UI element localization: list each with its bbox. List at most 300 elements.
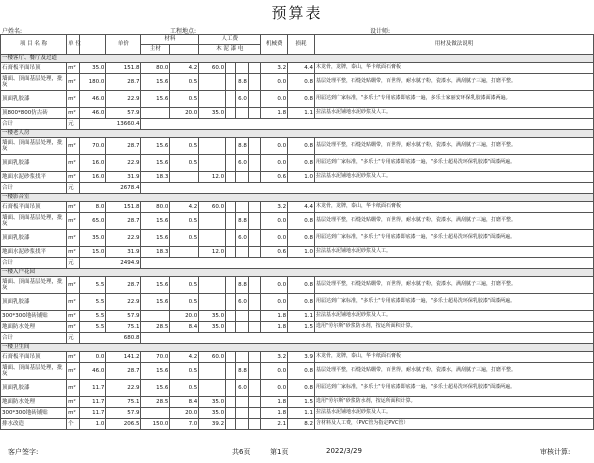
table-row	[1, 419, 594, 430]
machine-cell: 1.8	[261, 322, 288, 333]
description-cell: 拉法基水泥铺地水泥砂浆及人工。	[314, 247, 593, 258]
labor-wood-cell: 60.0	[199, 202, 226, 213]
description-cell: 选用"劳尔斯"砂浆防水剂，按运所面积计算。	[314, 322, 593, 333]
labor-mud-cell	[226, 230, 236, 247]
unit-price-cell: 28.7	[106, 363, 141, 380]
material-aux-cell: 20.0	[170, 108, 199, 119]
labor-paint-cell	[236, 63, 248, 74]
designer-label: 设计师:	[370, 28, 391, 35]
labor-mud-cell	[226, 363, 236, 380]
table-row	[1, 247, 594, 258]
machine-cell: 0.0	[261, 363, 288, 380]
col-material-aux-header	[170, 45, 199, 55]
material-aux-cell: 0.5	[170, 138, 199, 155]
unit-cell: m²	[67, 363, 79, 380]
machine-cell: 0.0	[261, 230, 288, 247]
table-row	[1, 380, 594, 397]
labor-mud-cell	[226, 311, 236, 322]
section-header-row	[1, 269, 594, 277]
material-main-cell: 18.3	[141, 247, 170, 258]
labor-wood-cell	[199, 380, 226, 397]
quantity-cell: 5.5	[79, 311, 106, 322]
labor-electric-cell	[248, 277, 260, 294]
labor-wood-cell	[199, 155, 226, 172]
material-main-cell: 18.3	[141, 172, 170, 183]
unit-price-cell: 28.7	[106, 277, 141, 294]
machine-cell: 3.2	[261, 352, 288, 363]
unit-cell: m²	[67, 352, 79, 363]
description-cell: 拉法基水泥铺地水泥砂浆及人工。	[314, 408, 593, 419]
budget-table	[0, 34, 594, 430]
labor-mud-cell	[226, 172, 236, 183]
description-cell: 基层处理平整，石缝处贴绷带，百世得，耐水腻子粉，瓷漆水，满刮腻子三遍，打磨平整。	[314, 213, 593, 230]
labor-wood-cell: 12.0	[199, 172, 226, 183]
unit-price-cell: 57.9	[106, 108, 141, 119]
material-aux-cell: 20.0	[170, 408, 199, 419]
table-row	[1, 311, 594, 322]
item-name-cell: 地面防水处理	[1, 397, 67, 408]
labor-wood-cell	[199, 294, 226, 311]
machine-cell: 1.8	[261, 408, 288, 419]
unit-cell: m²	[67, 91, 79, 108]
labor-electric-cell	[248, 213, 260, 230]
material-main-cell: 15.6	[141, 74, 170, 91]
quantity-cell: 5.5	[79, 322, 106, 333]
quantity-cell: 11.7	[79, 408, 106, 419]
machine-cell: 3.2	[261, 202, 288, 213]
loss-cell: 4.4	[288, 202, 315, 213]
material-aux-cell: 4.2	[170, 202, 199, 213]
subtotal-unit: 元	[67, 333, 79, 344]
section-title: 一楼入户花园	[1, 269, 594, 277]
description-cell: 用届达到广家标准，"多乐士"专用底漆即底漆一遍，"多乐士超易洗环保乳胶漆"面漆两遍。	[314, 230, 593, 247]
material-aux-cell: 7.0	[170, 419, 199, 430]
machine-cell: 0.0	[261, 294, 288, 311]
col-material-header: 材料	[141, 35, 199, 45]
labor-paint-cell: 6.0	[236, 155, 248, 172]
labor-paint-cell	[236, 352, 248, 363]
labor-wood-cell: 60.0	[199, 63, 226, 74]
unit-cell: m²	[67, 63, 79, 74]
project-address-label: 工程地点:	[170, 28, 197, 35]
labor-wood-cell: 39.2	[199, 419, 226, 430]
unit-cell: m²	[67, 230, 79, 247]
table-row	[1, 397, 594, 408]
loss-cell: 0.8	[288, 138, 315, 155]
loss-cell: 1.5	[288, 322, 315, 333]
col-unit-header: 单 位	[67, 35, 79, 55]
loss-cell: 0.8	[288, 155, 315, 172]
labor-electric-cell	[248, 155, 260, 172]
unit-cell: m²	[67, 155, 79, 172]
labor-paint-cell: 8.8	[236, 138, 248, 155]
quantity-cell: 180.0	[79, 74, 106, 91]
labor-paint-cell	[236, 397, 248, 408]
labor-paint-cell: 6.0	[236, 294, 248, 311]
unit-cell: m²	[67, 74, 79, 91]
unit-cell: m²	[67, 108, 79, 119]
header-row	[1, 35, 594, 45]
table-row	[1, 63, 594, 74]
col-price-header: 单价	[106, 35, 141, 55]
unit-cell: m²	[67, 380, 79, 397]
table-row	[1, 172, 594, 183]
unit-cell: m²	[67, 294, 79, 311]
quantity-cell: 35.0	[79, 63, 106, 74]
table-row	[1, 138, 594, 155]
item-name-cell: 顶面乳胶漆	[1, 294, 67, 311]
material-aux-cell	[170, 247, 199, 258]
material-main-cell: 28.5	[141, 322, 170, 333]
unit-price-cell: 31.9	[106, 247, 141, 258]
quantity-cell: 16.0	[79, 155, 106, 172]
subtotal-unit: 元	[67, 258, 79, 269]
material-main-cell: 80.0	[141, 63, 170, 74]
material-main-cell	[141, 408, 170, 419]
table-row	[1, 322, 594, 333]
labor-paint-cell: 6.0	[236, 380, 248, 397]
labor-wood-cell	[199, 277, 226, 294]
description-cell: 用届达到广家标准，"多乐士"专用底漆即底漆一遍，"多乐士超易洗环保乳胶漆"面漆两遍。	[314, 294, 593, 311]
client-name-label: 户姓名:	[2, 28, 23, 35]
col-material-main-header: 主材	[141, 45, 170, 55]
labor-mud-cell	[226, 202, 236, 213]
labor-wood-cell: 35.0	[199, 311, 226, 322]
item-name-cell: 排水改造	[1, 419, 67, 430]
loss-cell: 8.2	[288, 419, 315, 430]
description-cell: 拉法基水泥铺地水泥砂浆及人工。	[314, 311, 593, 322]
labor-wood-cell: 12.0	[199, 247, 226, 258]
col-machine-header: 机械费	[261, 35, 288, 55]
loss-cell: 0.8	[288, 294, 315, 311]
material-main-cell: 70.0	[141, 352, 170, 363]
quantity-cell: 0.0	[79, 352, 106, 363]
quantity-cell: 35.0	[79, 230, 106, 247]
unit-price-cell: 141.2	[106, 352, 141, 363]
material-main-cell: 15.6	[141, 230, 170, 247]
labor-electric-cell	[248, 202, 260, 213]
section-header-row	[1, 130, 594, 138]
labor-paint-cell: 6.0	[236, 91, 248, 108]
labor-electric-cell	[248, 408, 260, 419]
labor-wood-cell	[199, 230, 226, 247]
labor-electric-cell	[248, 172, 260, 183]
labor-mud-cell	[226, 63, 236, 74]
unit-price-cell: 28.7	[106, 138, 141, 155]
quantity-cell: 5.5	[79, 294, 106, 311]
unit-cell: m²	[67, 172, 79, 183]
subtotal-unit: 元	[67, 183, 79, 194]
labor-mud-cell	[226, 322, 236, 333]
material-main-cell: 150.0	[141, 419, 170, 430]
labor-paint-cell	[236, 322, 248, 333]
material-main-cell: 15.6	[141, 155, 170, 172]
unit-price-cell: 22.9	[106, 380, 141, 397]
machine-cell: 2.1	[261, 419, 288, 430]
item-name-cell: 顶面乳胶漆	[1, 91, 67, 108]
labor-wood-cell	[199, 91, 226, 108]
labor-electric-cell	[248, 91, 260, 108]
material-main-cell: 80.0	[141, 202, 170, 213]
col-item-header: 项 目 名 称	[1, 35, 67, 55]
item-name-cell: 300*300地砖铺贴	[1, 311, 67, 322]
table-row	[1, 408, 594, 419]
item-name-cell: 墙面、顶面基层处理，批灰	[1, 138, 67, 155]
labor-mud-cell	[226, 247, 236, 258]
labor-mud-cell	[226, 108, 236, 119]
loss-cell: 0.8	[288, 213, 315, 230]
machine-cell: 0.0	[261, 155, 288, 172]
machine-cell: 0.0	[261, 380, 288, 397]
description-cell: 基层处理平整，石缝处贴绷带，百世得，耐水腻子粉，瓷漆水，满刮腻子三遍，打磨平整。	[314, 363, 593, 380]
table-row	[1, 294, 594, 311]
loss-cell: 4.4	[288, 63, 315, 74]
loss-cell: 0.8	[288, 74, 315, 91]
table-row	[1, 277, 594, 294]
page-count: 共6页	[232, 448, 251, 456]
quantity-cell: 11.7	[79, 397, 106, 408]
item-name-cell: 墙面、顶面基层处理，批灰	[1, 363, 67, 380]
machine-cell: 0.0	[261, 74, 288, 91]
item-name-cell: 顶面乳胶漆	[1, 230, 67, 247]
unit-cell: m²	[67, 138, 79, 155]
material-aux-cell: 4.2	[170, 63, 199, 74]
unit-price-cell: 22.9	[106, 155, 141, 172]
col-desc-header: 用材及做法说明	[314, 35, 593, 55]
machine-cell: 1.8	[261, 397, 288, 408]
labor-mud-cell	[226, 408, 236, 419]
subtotal-label: 合计	[1, 333, 67, 344]
material-main-cell	[141, 108, 170, 119]
section-title: 一楼影音室	[1, 194, 594, 202]
section-header-row	[1, 55, 594, 63]
description-cell: 基层处理平整，石缝处贴绷带，百世得，耐水腻子粉，瓷漆水，满刮腻子三遍，打磨平整。	[314, 74, 593, 91]
loss-cell: 0.8	[288, 380, 315, 397]
labor-electric-cell	[248, 380, 260, 397]
labor-mud-cell	[226, 277, 236, 294]
material-main-cell: 15.6	[141, 380, 170, 397]
labor-paint-cell: 8.8	[236, 363, 248, 380]
loss-cell: 0.8	[288, 91, 315, 108]
unit-cell: 个	[67, 419, 79, 430]
col-labor-sub-header: 木 泥 漆 电	[199, 45, 261, 55]
labor-paint-cell	[236, 108, 248, 119]
material-aux-cell: 0.5	[170, 294, 199, 311]
item-name-cell: 墙面、顶面基层处理，批灰	[1, 74, 67, 91]
loss-cell: 1.0	[288, 172, 315, 183]
item-name-cell: 石膏板平面吊顶	[1, 63, 67, 74]
machine-cell: 0.0	[261, 213, 288, 230]
unit-price-cell: 75.1	[106, 397, 141, 408]
labor-mud-cell	[226, 91, 236, 108]
labor-mud-cell	[226, 294, 236, 311]
material-aux-cell: 8.4	[170, 397, 199, 408]
item-name-cell: 墙面、顶面基层处理，批灰	[1, 213, 67, 230]
labor-electric-cell	[248, 247, 260, 258]
description-cell: 木龙骨，龙牌，泰山，华卡纸面石膏板	[314, 202, 593, 213]
unit-cell: m²	[67, 202, 79, 213]
client-signature-label: 客户签字:	[8, 448, 39, 456]
unit-price-cell: 75.1	[106, 322, 141, 333]
table-row	[1, 213, 594, 230]
quantity-cell: 16.0	[79, 172, 106, 183]
description-cell: 木龙骨，龙牌，泰山，华卡纸面石膏板	[314, 352, 593, 363]
labor-mud-cell	[226, 138, 236, 155]
col-labor-header: 人工费	[199, 35, 261, 45]
labor-paint-cell: 8.8	[236, 74, 248, 91]
date: 2022/3/29	[326, 447, 362, 455]
loss-cell: 1.0	[288, 247, 315, 258]
labor-paint-cell: 8.8	[236, 213, 248, 230]
loss-cell: 3.9	[288, 352, 315, 363]
description-cell: 基层处理平整，石缝处贴绷带，百世得，耐水腻子粉，瓷漆水，满刮腻子三遍，打磨平整。	[314, 277, 593, 294]
quantity-cell: 46.0	[79, 363, 106, 380]
labor-mud-cell	[226, 74, 236, 91]
material-aux-cell: 0.5	[170, 380, 199, 397]
labor-wood-cell: 35.0	[199, 322, 226, 333]
labor-paint-cell	[236, 247, 248, 258]
description-cell: 用届达到广家标准，"多乐士"专用底漆即底漆一遍，"多乐士超易洗环保乳胶漆"面漆两遍。	[314, 380, 593, 397]
description-cell: 木龙骨，龙牌，泰山，华卡纸面石膏板	[314, 63, 593, 74]
quantity-cell: 1.0	[79, 419, 106, 430]
description-cell: 拉法基水泥铺地水泥砂浆及人工。	[314, 108, 593, 119]
subtotal-value: 13660.4	[79, 119, 141, 130]
item-name-cell: 顶800*800仿古砖	[1, 108, 67, 119]
labor-mud-cell	[226, 155, 236, 172]
labor-mud-cell	[226, 213, 236, 230]
unit-cell: m²	[67, 397, 79, 408]
subtotal-value: 2494.9	[79, 258, 141, 269]
labor-mud-cell	[226, 419, 236, 430]
subtotal-empty	[141, 333, 594, 344]
unit-cell: m²	[67, 213, 79, 230]
page-title: 预算表	[271, 4, 323, 22]
unit-cell: m²	[67, 408, 79, 419]
loss-cell: 0.8	[288, 230, 315, 247]
unit-price-cell: 57.9	[106, 311, 141, 322]
labor-paint-cell	[236, 419, 248, 430]
unit-price-cell: 28.7	[106, 213, 141, 230]
machine-cell: 3.2	[261, 63, 288, 74]
labor-wood-cell	[199, 74, 226, 91]
labor-electric-cell	[248, 397, 260, 408]
material-aux-cell: 4.2	[170, 352, 199, 363]
labor-paint-cell	[236, 202, 248, 213]
subtotal-unit: 元	[67, 119, 79, 130]
unit-price-cell: 22.9	[106, 91, 141, 108]
labor-wood-cell	[199, 363, 226, 380]
loss-cell: 1.1	[288, 408, 315, 419]
machine-cell: 0.0	[261, 277, 288, 294]
labor-electric-cell	[248, 294, 260, 311]
labor-electric-cell	[248, 74, 260, 91]
item-name-cell: 地面水泥砂浆找平	[1, 172, 67, 183]
loss-cell: 1.5	[288, 397, 315, 408]
machine-cell: 0.0	[261, 138, 288, 155]
budget-table-body	[1, 55, 594, 430]
loss-cell: 0.8	[288, 363, 315, 380]
machine-cell: 0.6	[261, 172, 288, 183]
item-name-cell: 顶面乳胶漆	[1, 380, 67, 397]
material-main-cell: 15.6	[141, 363, 170, 380]
loss-cell: 1.1	[288, 311, 315, 322]
quantity-cell: 8.0	[79, 202, 106, 213]
item-name-cell: 300*300地砖铺贴	[1, 408, 67, 419]
machine-cell: 0.0	[261, 91, 288, 108]
unit-cell: m²	[67, 247, 79, 258]
item-name-cell: 石膏板平面吊顶	[1, 202, 67, 213]
quantity-cell: 46.0	[79, 91, 106, 108]
labor-electric-cell	[248, 63, 260, 74]
table-row	[1, 155, 594, 172]
subtotal-row	[1, 258, 594, 269]
material-aux-cell: 0.5	[170, 363, 199, 380]
subtotal-value: 680.8	[79, 333, 141, 344]
description-cell: 选用"劳尔斯"砂浆防水剂，按运所面积计算。	[314, 397, 593, 408]
unit-price-cell: 57.9	[106, 408, 141, 419]
unit-price-cell: 151.8	[106, 202, 141, 213]
col-qty-header	[79, 35, 106, 55]
labor-wood-cell: 60.0	[199, 352, 226, 363]
material-aux-cell: 8.4	[170, 322, 199, 333]
subtotal-empty	[141, 119, 594, 130]
labor-electric-cell	[248, 352, 260, 363]
description-cell: 拉法基水泥铺地水泥砂浆及人工。	[314, 172, 593, 183]
material-main-cell: 15.6	[141, 138, 170, 155]
unit-price-cell: 28.7	[106, 74, 141, 91]
labor-electric-cell	[248, 230, 260, 247]
unit-price-cell: 206.5	[106, 419, 141, 430]
unit-cell: m²	[67, 277, 79, 294]
labor-paint-cell	[236, 408, 248, 419]
labor-wood-cell: 35.0	[199, 108, 226, 119]
labor-mud-cell	[226, 380, 236, 397]
labor-electric-cell	[248, 322, 260, 333]
material-aux-cell: 0.5	[170, 155, 199, 172]
labor-electric-cell	[248, 419, 260, 430]
loss-cell: 1.1	[288, 108, 315, 119]
material-main-cell	[141, 311, 170, 322]
unit-price-cell: 22.9	[106, 230, 141, 247]
labor-electric-cell	[248, 138, 260, 155]
labor-paint-cell	[236, 172, 248, 183]
unit-cell: m²	[67, 322, 79, 333]
material-main-cell: 28.5	[141, 397, 170, 408]
material-aux-cell: 0.5	[170, 213, 199, 230]
labor-wood-cell	[199, 213, 226, 230]
quantity-cell: 15.0	[79, 247, 106, 258]
material-aux-cell: 0.5	[170, 230, 199, 247]
material-aux-cell	[170, 172, 199, 183]
description-cell: 基层处理平整，石缝处贴绷带，百世得，耐水腻子粉，瓷漆水，满刮腻子三遍，打磨平整。	[314, 138, 593, 155]
description-cell: 用届达到广家标准，"多乐士"专用底漆即底漆一遍，"多乐士超易洗环保乳胶漆"面漆两遍。	[314, 155, 593, 172]
subtotal-empty	[141, 183, 594, 194]
section-header-row	[1, 344, 594, 352]
quantity-cell: 70.0	[79, 138, 106, 155]
labor-paint-cell: 8.8	[236, 277, 248, 294]
material-main-cell: 15.6	[141, 91, 170, 108]
labor-wood-cell: 35.0	[199, 397, 226, 408]
material-aux-cell: 0.5	[170, 74, 199, 91]
page-number: 第1页	[270, 448, 289, 456]
quantity-cell: 11.7	[79, 380, 106, 397]
section-title: 一楼客厅、餐厅及过道	[1, 55, 594, 63]
labor-paint-cell	[236, 311, 248, 322]
item-name-cell: 墙面、顶面基层处理，批灰	[1, 277, 67, 294]
labor-wood-cell: 35.0	[199, 408, 226, 419]
quantity-cell: 65.0	[79, 213, 106, 230]
labor-electric-cell	[248, 363, 260, 380]
